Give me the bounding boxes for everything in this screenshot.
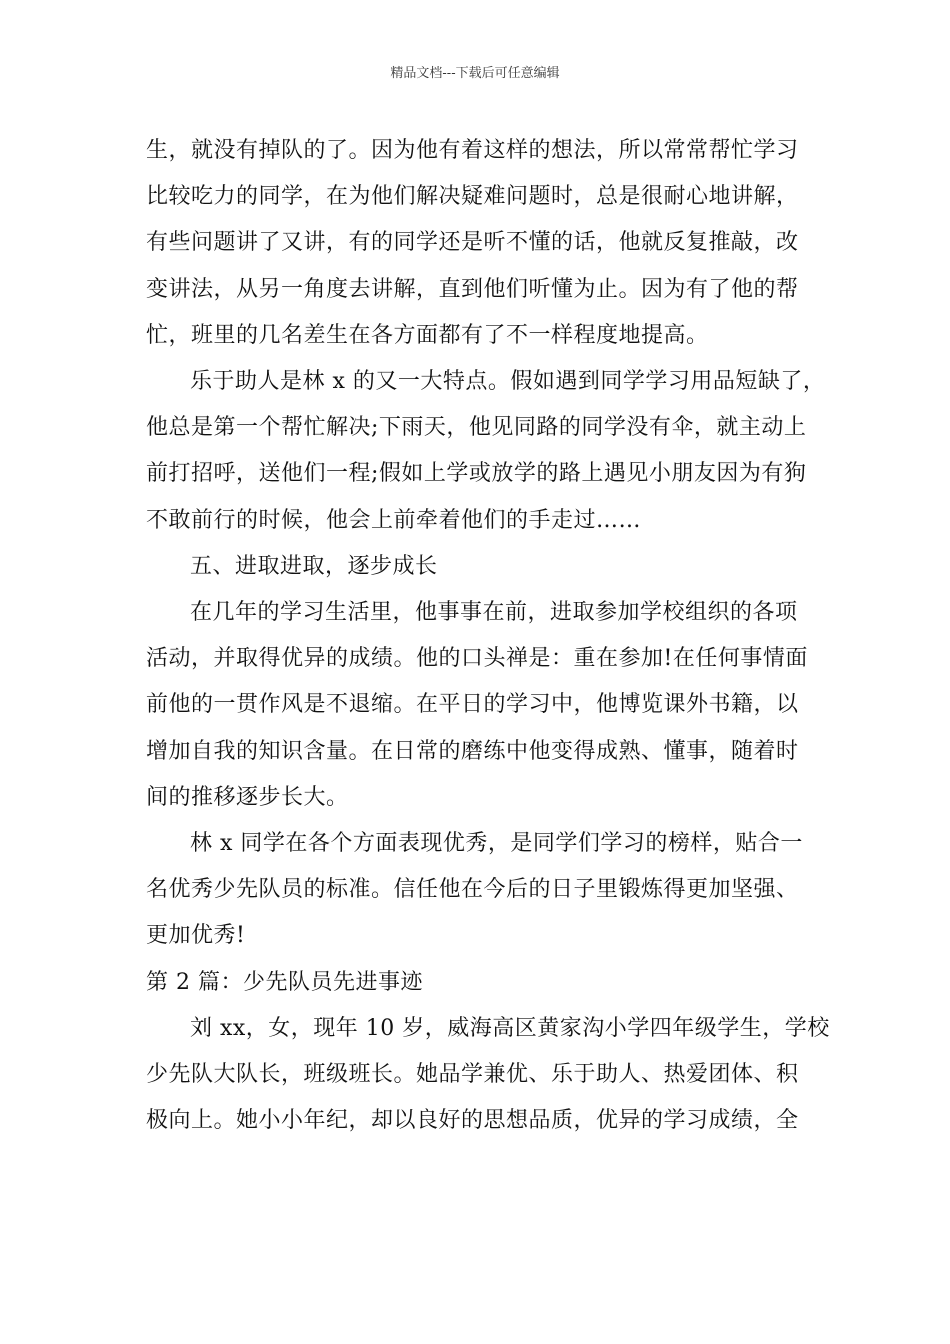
body-line: 刘 xx，女，现年 10 岁，威海高区黄家沟小学四年级学生，学校 [190, 1015, 830, 1041]
section-heading: 五、进取进取，逐步成长 [190, 553, 438, 579]
article-title: 第 2 篇：少先队员先进事迹 [146, 969, 423, 995]
body-line: 极向上。她小小年纪，却以良好的思想品质，优异的学习成绩，全 [146, 1108, 799, 1134]
body-line: 生，就没有掉队的了。因为他有着这样的想法，所以常常帮忙学习 [146, 138, 799, 163]
body-line: 在几年的学习生活里，他事事在前，进取参加学校组织的各项 [190, 600, 798, 626]
body-line: 活动，并取得优异的成绩。他的口头禅是：重在参加!在任何事情面 [146, 646, 808, 672]
body-line: 有些问题讲了又讲，有的同学还是听不懂的话，他就反复推敲，改 [146, 230, 799, 256]
body-line: 不敢前行的时候，他会上前牵着他们的手走过…… [146, 507, 642, 533]
document-body [146, 128, 830, 1144]
body-line: 前他的一贯作风是不退缩。在平日的学习中，他博览课外书籍，以 [146, 692, 799, 718]
body-line: 前打招呼，送他们一程;假如上学或放学的路上遇见小朋友因为有狗 [146, 461, 807, 487]
body-line: 乐于助人是林 x 的又一大特点。假如遇到同学学习用品短缺了， [190, 369, 826, 395]
body-line: 他总是第一个帮忙解决;下雨天，他见同路的同学没有伞，就主动上 [146, 415, 807, 441]
body-line: 增加自我的知识含量。在日常的磨练中他变得成熟、懂事，随着时 [146, 738, 799, 764]
body-line: 少先队大队长，班级班长。她品学兼优、乐于助人、热爱团体、积 [146, 1062, 799, 1088]
body-line: 比较吃力的同学，在为他们解决疑难问题时，总是很耐心地讲解， [146, 184, 799, 210]
body-line: 变讲法，从另一角度去讲解，直到他们听懂为止。因为有了他的帮 [146, 276, 799, 302]
body-line: 忙，班里的几名差生在各方面都有了不一样程度地提高。 [146, 322, 709, 348]
body-line: 林 x 同学在各个方面表现优秀，是同学们学习的榜样，贴合一 [190, 831, 803, 857]
body-line: 名优秀少先队员的标准。信任他在今后的日子里锻炼得更加坚强、 [146, 877, 799, 903]
page-header: 精品文档---下载后可任意编辑 [390, 66, 560, 81]
body-line: 间的推移逐步长大。 [146, 784, 349, 810]
body-line: 更加优秀! [146, 923, 246, 949]
